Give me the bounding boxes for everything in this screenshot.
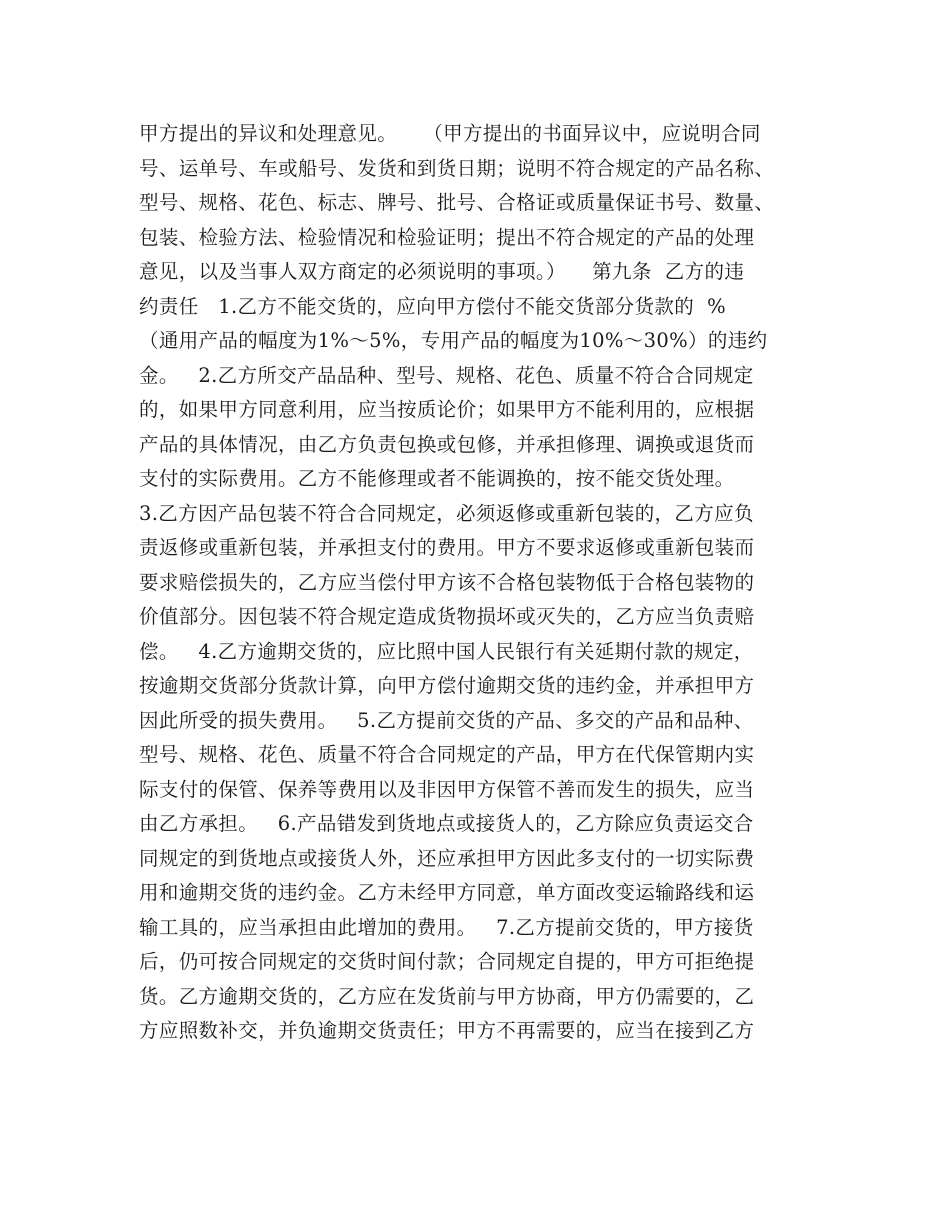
text-line: 约责任 1.乙方不能交货的，应向甲方偿付不能交货部分货款的 % (139, 294, 727, 318)
text-line: 责返修或重新包装，并承担支付的费用。甲方不要求返修或重新包装而 (139, 536, 755, 559)
text-line: 价值部分。因包装不符合规定造成货物损坏或灭失的，乙方应当负责赔 (139, 605, 755, 628)
text-line: 型号、规格、花色、质量不符合合同规定的产品，甲方在代保管期内实 (139, 743, 755, 766)
text-line: 用和逾期交货的违约金。乙方未经甲方同意，单方面改变运输路线和运 (139, 881, 755, 904)
text-line: 因此所受的损失费用。 5.乙方提前交货的产品、多交的产品和品种、 (139, 708, 754, 732)
text-line: 支付的实际费用。乙方不能修理或者不能调换的，按不能交货处理。 (139, 467, 735, 490)
text-line: 的，如果甲方同意利用，应当按质论价；如果甲方不能利用的，应根据 (139, 398, 755, 421)
text-line: 由乙方承担。 6.产品错发到货地点或接货人的，乙方除应负责运交合 (139, 812, 754, 835)
text-line: 要求赔偿损失的，乙方应当偿付甲方该不合格包装物低于合格包装物的 (139, 570, 755, 594)
text-line: （通用产品的幅度为1%～5%，专用产品的幅度为10%～30%）的违约 (139, 329, 768, 352)
text-line: 偿。 4.乙方逾期交货的，应比照中国人民银行有关延期付款的规定， (139, 639, 754, 663)
text-line: 甲方提出的异议和处理意见。 （甲方提出的书面异议中，应说明合同 (139, 122, 761, 145)
text-line: 同规定的到货地点或接货人外，还应承担甲方因此多支付的一切实际费 (139, 846, 755, 870)
text-line: 型号、规格、花色、标志、牌号、批号、合格证或质量保证书号、数量、 (139, 191, 775, 214)
text-line: 号、运单号、车或船号、发货和到货日期；说明不符合规定的产品名称、 (139, 156, 775, 180)
text-line: 货。乙方逾期交货的，乙方应在发货前与甲方协商，甲方仍需要的，乙 (139, 984, 755, 1008)
text-line: 金。 2.乙方所交产品品种、型号、规格、花色、质量不符合合同规定 (139, 363, 754, 387)
text-line: 输工具的，应当承担由此增加的费用。 7.乙方提前交货的，甲方接货 (139, 915, 754, 939)
text-line: 按逾期交货部分货款计算，向甲方偿付逾期交货的违约金，并承担甲方 (139, 674, 755, 697)
text-line: 方应照数补交，并负逾期交货责任；甲方不再需要的，应当在接到乙方 (139, 1019, 755, 1042)
text-line: 包装、检验方法、检验情况和检验证明；提出不符合规定的产品的处理 (139, 225, 755, 249)
text-line: 3.乙方因产品包装不符合合同规定，必须返修或重新包装的，乙方应负 (139, 501, 754, 525)
contract-body-text (139, 117, 839, 1049)
text-line: 际支付的保管、保养等费用以及非因甲方保管不善而发生的损失，应当 (139, 777, 755, 801)
text-line: 产品的具体情况，由乙方负责包换或包修，并承担修理、调换或退货而 (139, 432, 755, 456)
text-line: 后，仍可按合同规定的交货时间付款；合同规定自提的，甲方可拒绝提 (139, 950, 755, 973)
text-line: 意见，以及当事人双方商定的必须说明的事项。） 第九条 乙方的违 (139, 260, 745, 283)
